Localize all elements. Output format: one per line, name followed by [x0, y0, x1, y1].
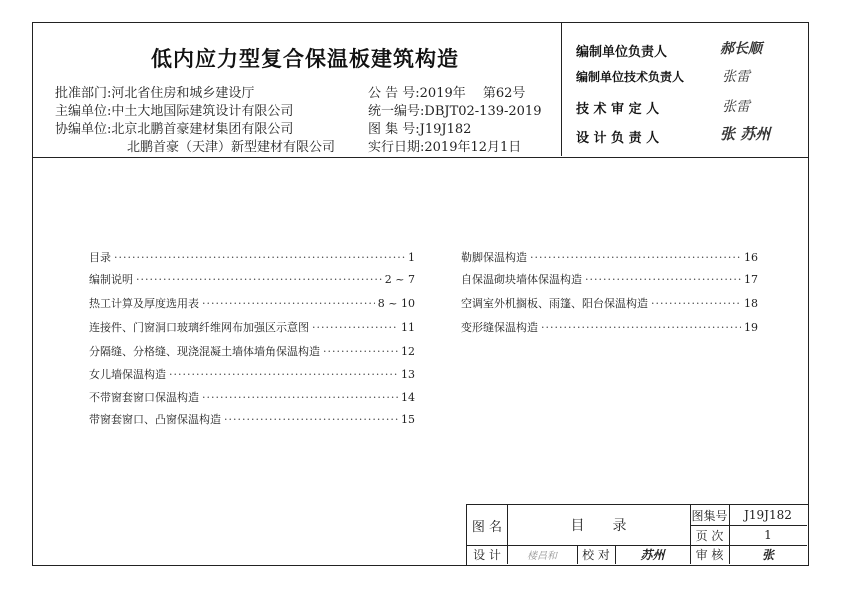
announcement-row — [368, 82, 525, 101]
toc-page: 11 — [401, 321, 415, 334]
approval-value: 河北省住房和城乡建设厅 — [111, 86, 255, 101]
review-signature: 张 — [761, 548, 774, 562]
atlas-no: J19J182 — [744, 508, 792, 522]
toc-page: 18 — [744, 297, 758, 310]
toc-page: 2 ~ 7 — [384, 273, 415, 286]
responsible-row — [576, 41, 667, 60]
toc-title: 变形缝保温构造 — [461, 321, 538, 334]
responsible-label: 设 计 负 责 人 — [576, 131, 660, 146]
toc-page: 12 — [401, 345, 415, 358]
responsible-row — [576, 98, 659, 117]
serial-label: 统一编号: — [368, 104, 425, 119]
toc-leader — [530, 251, 741, 264]
drawing-frame — [32, 22, 809, 566]
responsible-panel — [561, 23, 808, 156]
toc-leader — [202, 297, 375, 310]
responsible-row — [576, 127, 659, 146]
toc-item[interactable] — [461, 249, 758, 265]
review-label: 审 核 — [695, 548, 724, 562]
toc-title: 空调室外机搁板、雨篷、阳台保温构造 — [461, 297, 648, 310]
announcement-label: 公 告 号: — [368, 86, 420, 101]
page-number: 1 — [764, 528, 772, 542]
toc-leader — [224, 413, 398, 426]
design-signature: 楼昌和 — [527, 551, 557, 562]
approval-row — [55, 82, 254, 101]
toc-item[interactable] — [89, 319, 415, 335]
title-block — [466, 504, 808, 565]
toc-item[interactable] — [461, 271, 758, 287]
toc-title: 分隔缝、分格缝、现浇混凝土墙体墙角保温构造 — [89, 345, 320, 358]
toc-title: 目录 — [89, 251, 111, 264]
date-value: 2019年12月1日 — [424, 140, 522, 155]
toc-leader — [651, 297, 741, 310]
editor-value: 中土大地国际建筑设计有限公司 — [111, 104, 294, 119]
toc-page: 14 — [401, 391, 415, 404]
coeditor-row — [55, 118, 293, 137]
toc-page: 1 — [408, 251, 415, 264]
toc-item[interactable] — [89, 249, 415, 265]
toc-page: 13 — [401, 368, 415, 381]
toc-title: 勒脚保温构造 — [461, 251, 527, 264]
responsible-label: 技 术 审 定 人 — [576, 102, 660, 117]
announcement-value: 2019年 第62号 — [419, 86, 526, 101]
toc-title: 自保温砌块墙体保温构造 — [461, 273, 582, 286]
atlas-no-label: 图集号 — [691, 508, 728, 523]
header — [33, 23, 808, 158]
approval-label: 批准部门: — [55, 86, 112, 101]
toc-page: 17 — [744, 273, 758, 286]
atlas-label: 图 集 号: — [368, 122, 420, 137]
toc-page: 8 ~ 10 — [377, 297, 415, 310]
check-signature: 苏州 — [640, 548, 665, 562]
design-label: 设 计 — [473, 548, 501, 562]
toc-title: 女儿墙保温构造 — [89, 368, 166, 381]
signature: 郝长顺 — [720, 41, 762, 57]
check-label: 校 对 — [582, 548, 610, 562]
responsible-row — [576, 68, 684, 85]
date-label: 实行日期: — [368, 140, 425, 155]
responsible-label: 编制单位技术负责人 — [576, 70, 685, 84]
coeditor-label: 协编单位: — [55, 122, 112, 137]
serial-value: DBJT02-139-2019 — [424, 104, 542, 119]
toc-title: 热工计算及厚度选用表 — [89, 297, 199, 310]
editor-row — [55, 100, 293, 119]
drawing-name-label: 图 名 — [471, 519, 503, 535]
toc-title: 编制说明 — [89, 273, 133, 286]
toc-page: 16 — [744, 251, 758, 264]
responsible-label: 编制单位负责人 — [576, 45, 668, 60]
atlas-value: J19J182 — [419, 122, 472, 137]
coeditor2-value: 北鹏首豪（天津）新型建材有限公司 — [127, 140, 336, 155]
toc-item[interactable] — [89, 271, 415, 287]
editor-label: 主编单位: — [55, 104, 112, 119]
toc-item[interactable] — [89, 295, 415, 311]
toc-leader — [202, 391, 398, 404]
serial-row — [368, 100, 541, 119]
toc-leader — [169, 368, 398, 381]
toc-title: 带窗套窗口、凸窗保温构造 — [89, 413, 221, 426]
signature: 张 苏州 — [720, 125, 771, 143]
document-title: 低内应力型复合保温板建筑构造 — [151, 47, 459, 71]
atlas-row — [368, 118, 471, 137]
toc-item[interactable] — [89, 343, 415, 359]
toc-page: 19 — [744, 321, 758, 334]
toc-title: 连接件、门窗洞口玻璃纤维网布加强区示意图 — [89, 321, 309, 334]
toc-item[interactable] — [461, 295, 758, 311]
toc-item[interactable] — [89, 411, 415, 427]
coeditor2-row — [127, 136, 335, 155]
signature: 张雷 — [722, 99, 750, 115]
drawing-name: 目 录 — [570, 518, 627, 534]
page-label: 页 次 — [695, 528, 724, 543]
toc-leader — [585, 273, 741, 286]
toc-item[interactable] — [461, 319, 758, 335]
toc-item[interactable] — [89, 366, 415, 382]
toc-item[interactable] — [89, 389, 415, 405]
toc-leader — [312, 321, 398, 334]
toc-page: 15 — [401, 413, 415, 426]
toc-leader — [114, 251, 405, 264]
toc-leader — [323, 345, 398, 358]
date-row — [368, 136, 521, 155]
signature: 张雷 — [722, 69, 750, 85]
toc-title: 不带窗套窗口保温构造 — [89, 391, 199, 404]
toc-leader — [541, 321, 741, 334]
coeditor-value: 北京北鹏首豪建材集团有限公司 — [111, 122, 294, 137]
toc-leader — [136, 273, 382, 286]
